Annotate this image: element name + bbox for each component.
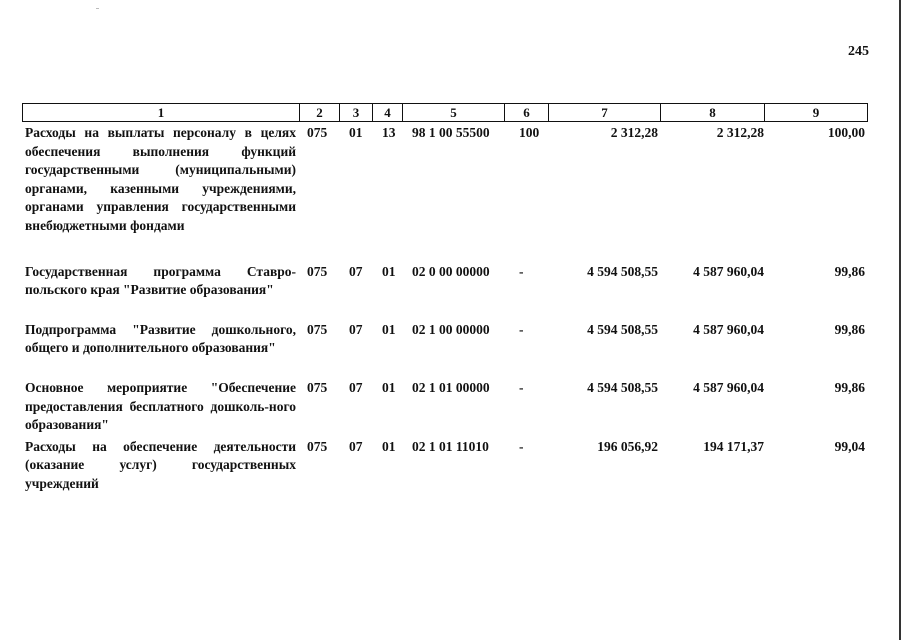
row-col-6: 100 <box>519 125 540 140</box>
row-col-6: - <box>519 438 524 454</box>
row-col-9: 99,86 <box>834 379 865 395</box>
table-row <box>22 124 867 236</box>
row-col-9: 99,86 <box>834 321 865 337</box>
column-header-4: 4 <box>373 104 403 122</box>
scan-speck <box>96 8 99 9</box>
row-col-7: 196 056,92 <box>597 438 658 454</box>
row-col-4: 01 <box>382 438 396 454</box>
row-name: Основное мероприятие "Обеспечение предоставления бесплатного дошколь-ного образования" <box>25 379 296 433</box>
row-name: Расходы на обеспечение деятельности (оказание услуг) государственных учреждений <box>25 438 296 491</box>
row-col-2: 075 <box>307 263 328 279</box>
row-col-4: 01 <box>382 263 396 279</box>
row-col-2: 075 <box>307 438 328 454</box>
row-col-6: - <box>519 321 524 337</box>
row-col-8: 4 587 960,04 <box>693 263 764 279</box>
row-col-4: 13 <box>382 125 396 140</box>
row-col-3: 07 <box>349 438 363 454</box>
row-col-7: 4 594 508,55 <box>587 321 658 337</box>
column-header-5: 5 <box>403 104 505 122</box>
row-col-3: 07 <box>349 379 363 395</box>
row-col-7: 2 312,28 <box>610 125 658 140</box>
column-header-8: 8 <box>661 104 765 122</box>
table-row <box>22 438 867 494</box>
row-col-9: 100,00 <box>827 125 865 140</box>
row-col-5: 02 0 00 00000 <box>412 263 490 279</box>
column-header-6: 6 <box>505 104 549 122</box>
row-col-6: - <box>519 263 524 279</box>
row-col-8: 4 587 960,04 <box>693 321 764 337</box>
row-name: Государственная программа Ставро-польского края "Развитие образования" <box>25 263 296 298</box>
row-col-5: 98 1 00 55500 <box>412 125 490 140</box>
row-name: Подпрограмма "Развитие дошкольного, общего и дополнительного образования" <box>25 321 296 356</box>
table-row <box>22 321 867 358</box>
row-col-9: 99,86 <box>834 263 865 279</box>
row-col-4: 01 <box>382 379 396 395</box>
row-col-8: 194 171,37 <box>703 438 764 454</box>
row-col-3: 07 <box>349 263 363 279</box>
row-col-5: 02 1 01 11010 <box>412 438 489 454</box>
column-header-3: 3 <box>340 104 373 122</box>
row-col-2: 075 <box>307 379 328 395</box>
row-col-7: 4 594 508,55 <box>587 379 658 395</box>
table-body <box>22 124 867 494</box>
row-col-2: 075 <box>307 125 328 140</box>
row-name: Расходы на выплаты персоналу в целях обеспечения выполнения функций государственными (муниципальными) органами, казенными учреждениями, органами управления государственными внебюджетными фондами <box>25 125 296 233</box>
row-col-3: 07 <box>349 321 363 337</box>
column-header-7: 7 <box>549 104 661 122</box>
table-row <box>22 263 867 300</box>
row-col-7: 4 594 508,55 <box>587 263 658 279</box>
column-header-table <box>22 103 868 122</box>
row-col-9: 99,04 <box>834 438 865 454</box>
row-col-3: 01 <box>349 125 363 140</box>
column-header-9: 9 <box>765 104 868 122</box>
row-col-6: - <box>519 379 524 395</box>
row-col-5: 02 1 01 00000 <box>412 379 490 395</box>
row-col-5: 02 1 00 00000 <box>412 321 490 337</box>
row-col-8: 2 312,28 <box>716 125 764 140</box>
page-number: 245 <box>848 44 869 59</box>
table-row <box>22 379 867 435</box>
column-header-2: 2 <box>300 104 340 122</box>
row-col-4: 01 <box>382 321 396 337</box>
column-header-row <box>23 104 868 122</box>
row-col-2: 075 <box>307 321 328 337</box>
page-edge-line <box>899 0 901 640</box>
column-header-1: 1 <box>23 104 300 122</box>
row-col-8: 4 587 960,04 <box>693 379 764 395</box>
